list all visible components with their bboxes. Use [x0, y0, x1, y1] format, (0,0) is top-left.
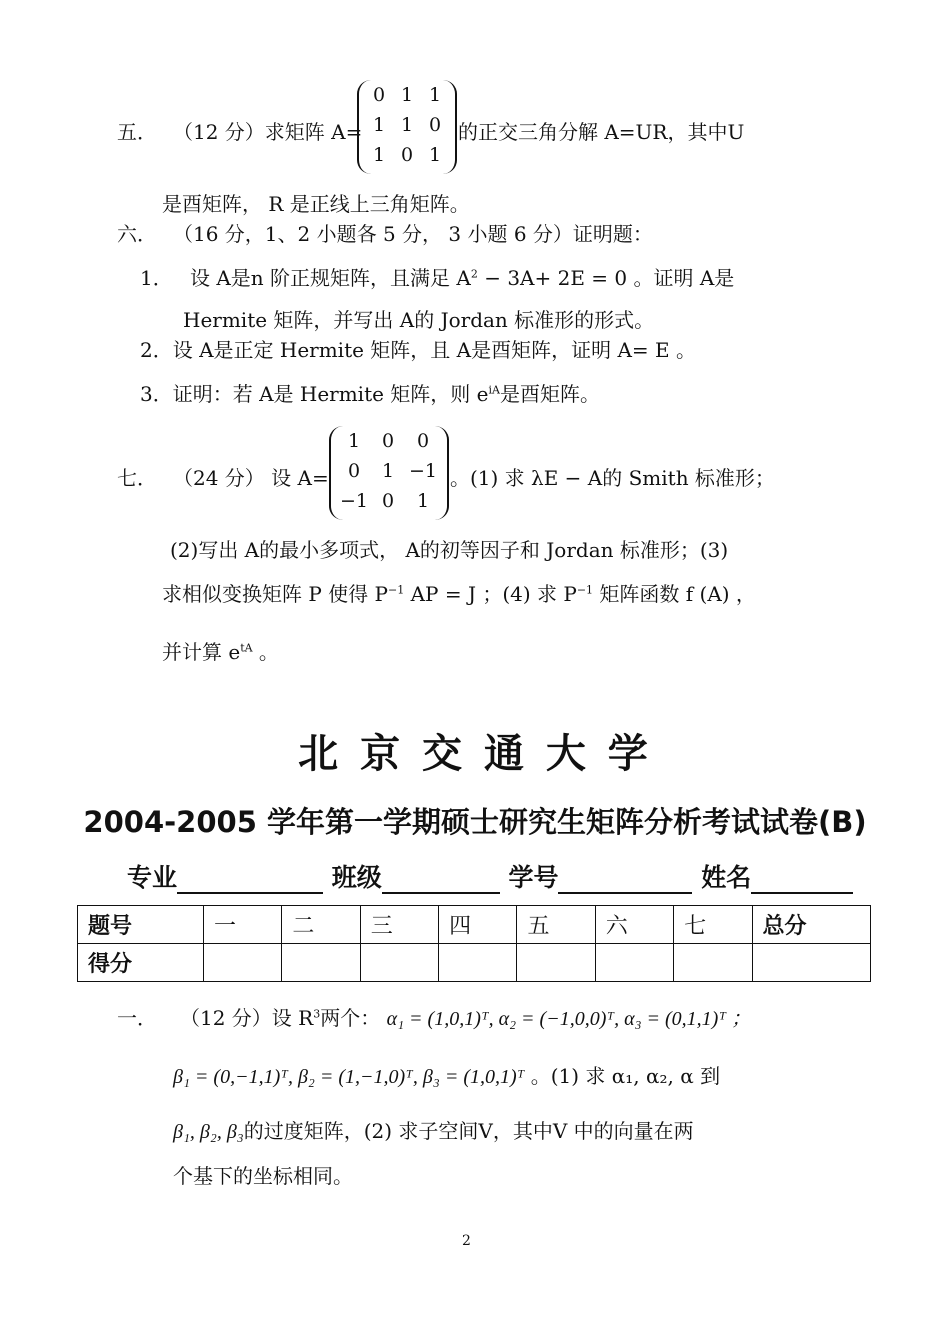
matrix-cell: 0 [347, 460, 361, 482]
id-blank[interactable] [558, 866, 692, 894]
score-table-col-total: 总分 [752, 906, 870, 944]
q7-text-before: （24 分） 设 A= [173, 466, 329, 490]
q7-line3-c: 矩阵函数 f (A) ， [593, 582, 756, 606]
matrix-cell: 0 [428, 114, 442, 136]
matrix-cell: 1 [416, 490, 430, 512]
score-table-row-label: 题号 [78, 906, 204, 944]
score-cell[interactable] [439, 944, 517, 982]
q6-text: （16 分，1、2 小题各 5 分， 3 小题 6 分）证明题： [173, 222, 653, 246]
score-cell[interactable] [674, 944, 752, 982]
q7-line3-a: 求相似变换矩阵 P 使得 P [162, 582, 388, 606]
field-major-label: 专业 [127, 863, 178, 892]
student-info-fields [127, 858, 853, 894]
q7-line4 [162, 636, 279, 665]
name-blank[interactable] [751, 866, 853, 894]
score-cell[interactable] [360, 944, 438, 982]
score-cell[interactable] [595, 944, 673, 982]
score-table-col: 六 [595, 906, 673, 944]
score-cell[interactable] [752, 944, 870, 982]
q7-label: 七． [117, 466, 157, 490]
q7-line4-b: 。 [252, 640, 279, 664]
q1-line3-text: 的过度矩阵，(2) 求子空间V，其中V 中的向量在两 [243, 1119, 694, 1143]
q1-beta-list: β₁, β₂, β₃ [173, 1121, 244, 1143]
score-table-col: 七 [674, 906, 752, 944]
matrix-cell: −1 [339, 490, 368, 512]
q7-line4-sup: tA [240, 641, 253, 655]
class-blank[interactable] [382, 866, 500, 894]
q1-line4: 个基下的坐标相同。 [173, 1164, 353, 1188]
q1-line1-sup: 3 [313, 1007, 321, 1021]
q5-text-before: （12 分）求矩阵 A= [173, 120, 363, 144]
score-cell[interactable] [517, 944, 595, 982]
q5-label: 五． [117, 120, 157, 144]
q6-item2: 2．设 A是正定 Hermite 矩阵，且 A是酉矩阵，证明 A= E 。 [140, 338, 696, 362]
score-table [77, 905, 871, 982]
score-table-col: 四 [439, 906, 517, 944]
matrix-cell: 0 [400, 144, 414, 166]
q6-item3-a: 3．证明：若 A是 Hermite 矩阵，则 e [140, 382, 489, 406]
q7-matrix-grid [337, 430, 441, 512]
q6-item3-b: 是酉矩阵。 [499, 382, 600, 406]
score-table-col: 一 [204, 906, 282, 944]
page-number: 2 [462, 1233, 471, 1249]
q1-line2-text: 。(1) 求 α₁, α₂, α 到 [524, 1064, 721, 1088]
matrix-cell: −1 [408, 460, 437, 482]
score-table-row-label: 得分 [78, 944, 204, 982]
score-table-header-row [78, 906, 871, 944]
q7-line3 [162, 578, 756, 607]
q5-matrix-grid [365, 84, 449, 166]
q7-line2: (2)写出 A的最小多项式， A的初等因子和 Jordan 标准形；(3) [170, 538, 729, 562]
q5-text-after: 的正交三角分解 A=UR，其中U [458, 120, 745, 144]
matrix-cell: 1 [428, 144, 442, 166]
matrix-cell: 1 [428, 84, 442, 106]
q6-item1-sup: 2 [470, 267, 478, 281]
q1-label: 一． [117, 1006, 157, 1030]
field-class-label: 班级 [331, 863, 382, 892]
q6-item1-b: − 3A+ 2E = 0 。证明 A是 [477, 266, 735, 290]
q7-text-after: 。(1) 求 λE − A的 Smith 标准形； [450, 466, 775, 490]
matrix-cell: 1 [381, 460, 395, 482]
q6-item3 [140, 378, 600, 407]
q5-matrix [357, 80, 457, 174]
q1-line1 [180, 1002, 751, 1031]
q1-line3 [173, 1115, 694, 1144]
matrix-cell: 1 [400, 84, 414, 106]
q7-line3-sup1: −1 [388, 583, 405, 597]
q6-item1-line2: Hermite 矩阵，并写出 A的 Jordan 标准形的形式。 [183, 308, 655, 332]
q1-beta-basis: β₁ = (0,−1,1)ᵀ, β₂ = (1,−1,0)ᵀ, β₃ = (1,0,1)ᵀ [173, 1066, 525, 1088]
matrix-cell: 0 [416, 430, 430, 452]
score-cell[interactable] [204, 944, 282, 982]
q6-label: 六． [117, 222, 157, 246]
q1-line1-b: 两个： [320, 1006, 381, 1030]
score-cell[interactable] [282, 944, 360, 982]
q7-line3-sup2: −1 [576, 583, 594, 597]
matrix-cell: 0 [372, 84, 386, 106]
field-id-label: 学号 [508, 863, 559, 892]
exam-title: 2004-2005 学年第一学期硕士研究生矩阵分析考试试卷(B) [83, 805, 867, 839]
q1-alpha-basis: α₁ = (1,0,1)ᵀ, α₂ = (−1,0,0)ᵀ, α₃ = (0,1,1)ᵀ ； [386, 1008, 752, 1030]
q5-line2: 是酉矩阵， R 是正线上三角矩阵。 [162, 192, 470, 216]
q7-matrix [329, 426, 449, 520]
score-table-col: 五 [517, 906, 595, 944]
field-name-label: 姓名 [701, 863, 752, 892]
matrix-cell: 1 [347, 430, 361, 452]
score-table-col: 二 [282, 906, 360, 944]
q6-item1-num: 1． [140, 266, 173, 290]
q6-item1 [190, 262, 734, 291]
q7-line4-a: 并计算 e [162, 640, 241, 664]
score-table-score-row [78, 944, 871, 982]
score-table-col: 三 [360, 906, 438, 944]
matrix-cell: 1 [372, 114, 386, 136]
q1-line2 [173, 1060, 720, 1089]
q6-item3-sup: iA [488, 383, 500, 397]
major-blank[interactable] [177, 866, 323, 894]
q7-line3-b: AP = J ；(4) 求 P [404, 582, 577, 606]
matrix-cell: 1 [400, 114, 414, 136]
q6-item1-a: 设 A是n 阶正规矩阵，且满足 A [190, 266, 471, 290]
matrix-cell: 1 [372, 144, 386, 166]
matrix-cell: 0 [381, 490, 395, 512]
matrix-cell: 0 [381, 430, 395, 452]
q1-line1-a: （12 分）设 R [180, 1006, 314, 1030]
university-title: 北 京 交 通 大 学 [298, 731, 652, 777]
